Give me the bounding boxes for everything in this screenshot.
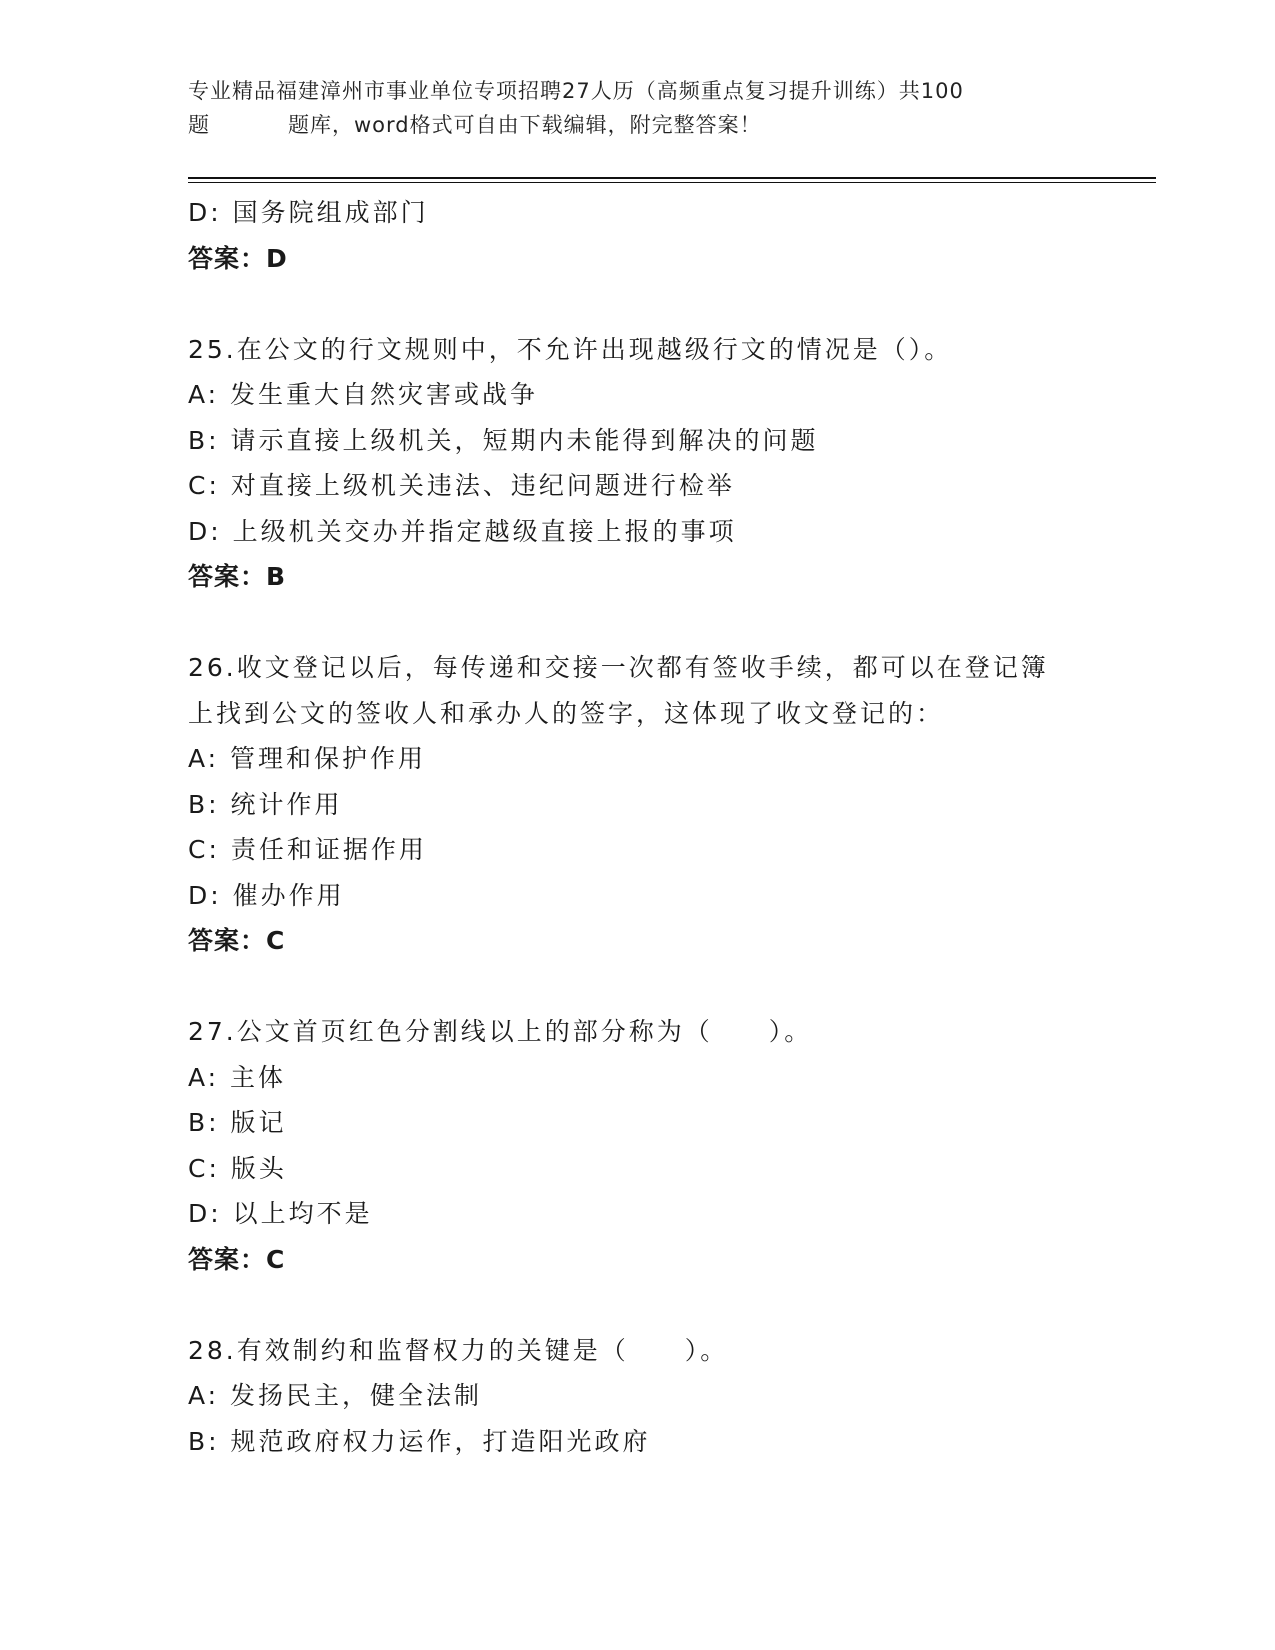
- answer-previous: 答案：D: [188, 243, 288, 273]
- question-stem: 26.收文登记以后，每传递和交接一次都有签收手续，都可以在登记簿: [188, 653, 1049, 682]
- answer: 答案：C: [188, 1244, 286, 1274]
- answer: 答案：C: [188, 926, 286, 955]
- page-header: [188, 74, 1068, 142]
- header-title-line2-prefix: 题: [188, 113, 210, 137]
- option-b: B: 统计作用: [188, 789, 343, 819]
- option-c: C: 责任和证据作用: [188, 835, 427, 864]
- header-rule-thick: [188, 177, 1156, 179]
- header-title-line1: 专业精品福建漳州市事业单位专项招聘27人历（高频重点复习提升训练）共100: [188, 79, 964, 103]
- spacer: [188, 1282, 1088, 1328]
- option-c: C: 对直接上级机关违法、违纪问题进行检举: [188, 471, 735, 500]
- question-stem: 25.在公文的行文规则中，不允许出现越级行文的情况是（）。: [188, 334, 953, 364]
- question-stem: 27.公文首页红色分割线以上的部分称为（ ）。: [188, 1017, 813, 1046]
- option-d: D: 以上均不是: [188, 1199, 373, 1228]
- option-c: C: 版头: [188, 1153, 287, 1183]
- question-25: [188, 327, 1088, 600]
- option-a: A: 发生重大自然灾害或战争: [188, 380, 539, 409]
- option-d: D: 催办作用: [188, 880, 345, 910]
- option-b: B: 规范政府权力运作，打造阳光政府: [188, 1426, 651, 1456]
- question-27: [188, 1009, 1088, 1282]
- spacer: [188, 964, 1088, 1010]
- question-stem-continued: 上找到公文的签收人和承办人的签字，这体现了收文登记的：: [188, 698, 945, 728]
- option-b: B: 请示直接上级机关，短期内未能得到解决的问题: [188, 425, 819, 455]
- question-stem: 28.有效制约和监督权力的关键是（ ）。: [188, 1335, 729, 1365]
- option-a: A: 发扬民主，健全法制: [188, 1381, 483, 1410]
- option-b: B: 版记: [188, 1108, 287, 1137]
- answer: 答案：B: [188, 562, 287, 591]
- question-28: [188, 1328, 1088, 1465]
- spacer: [188, 281, 1088, 327]
- question-body: [188, 190, 1088, 1464]
- header-title-line2: [188, 108, 1068, 142]
- option-a: A: 主体: [188, 1062, 287, 1092]
- option-a: A: 管理和保护作用: [188, 744, 427, 773]
- question-26: [188, 645, 1088, 964]
- header-title-line2-text: 题库，word格式可自由下载编辑，附完整答案！: [288, 113, 762, 137]
- option-d: D: 上级机关交办并指定越级直接上报的事项: [188, 516, 737, 546]
- header-rule-thin: [188, 182, 1156, 183]
- spacer: [188, 600, 1088, 646]
- option-d-previous: D: 国务院组成部门: [188, 198, 429, 227]
